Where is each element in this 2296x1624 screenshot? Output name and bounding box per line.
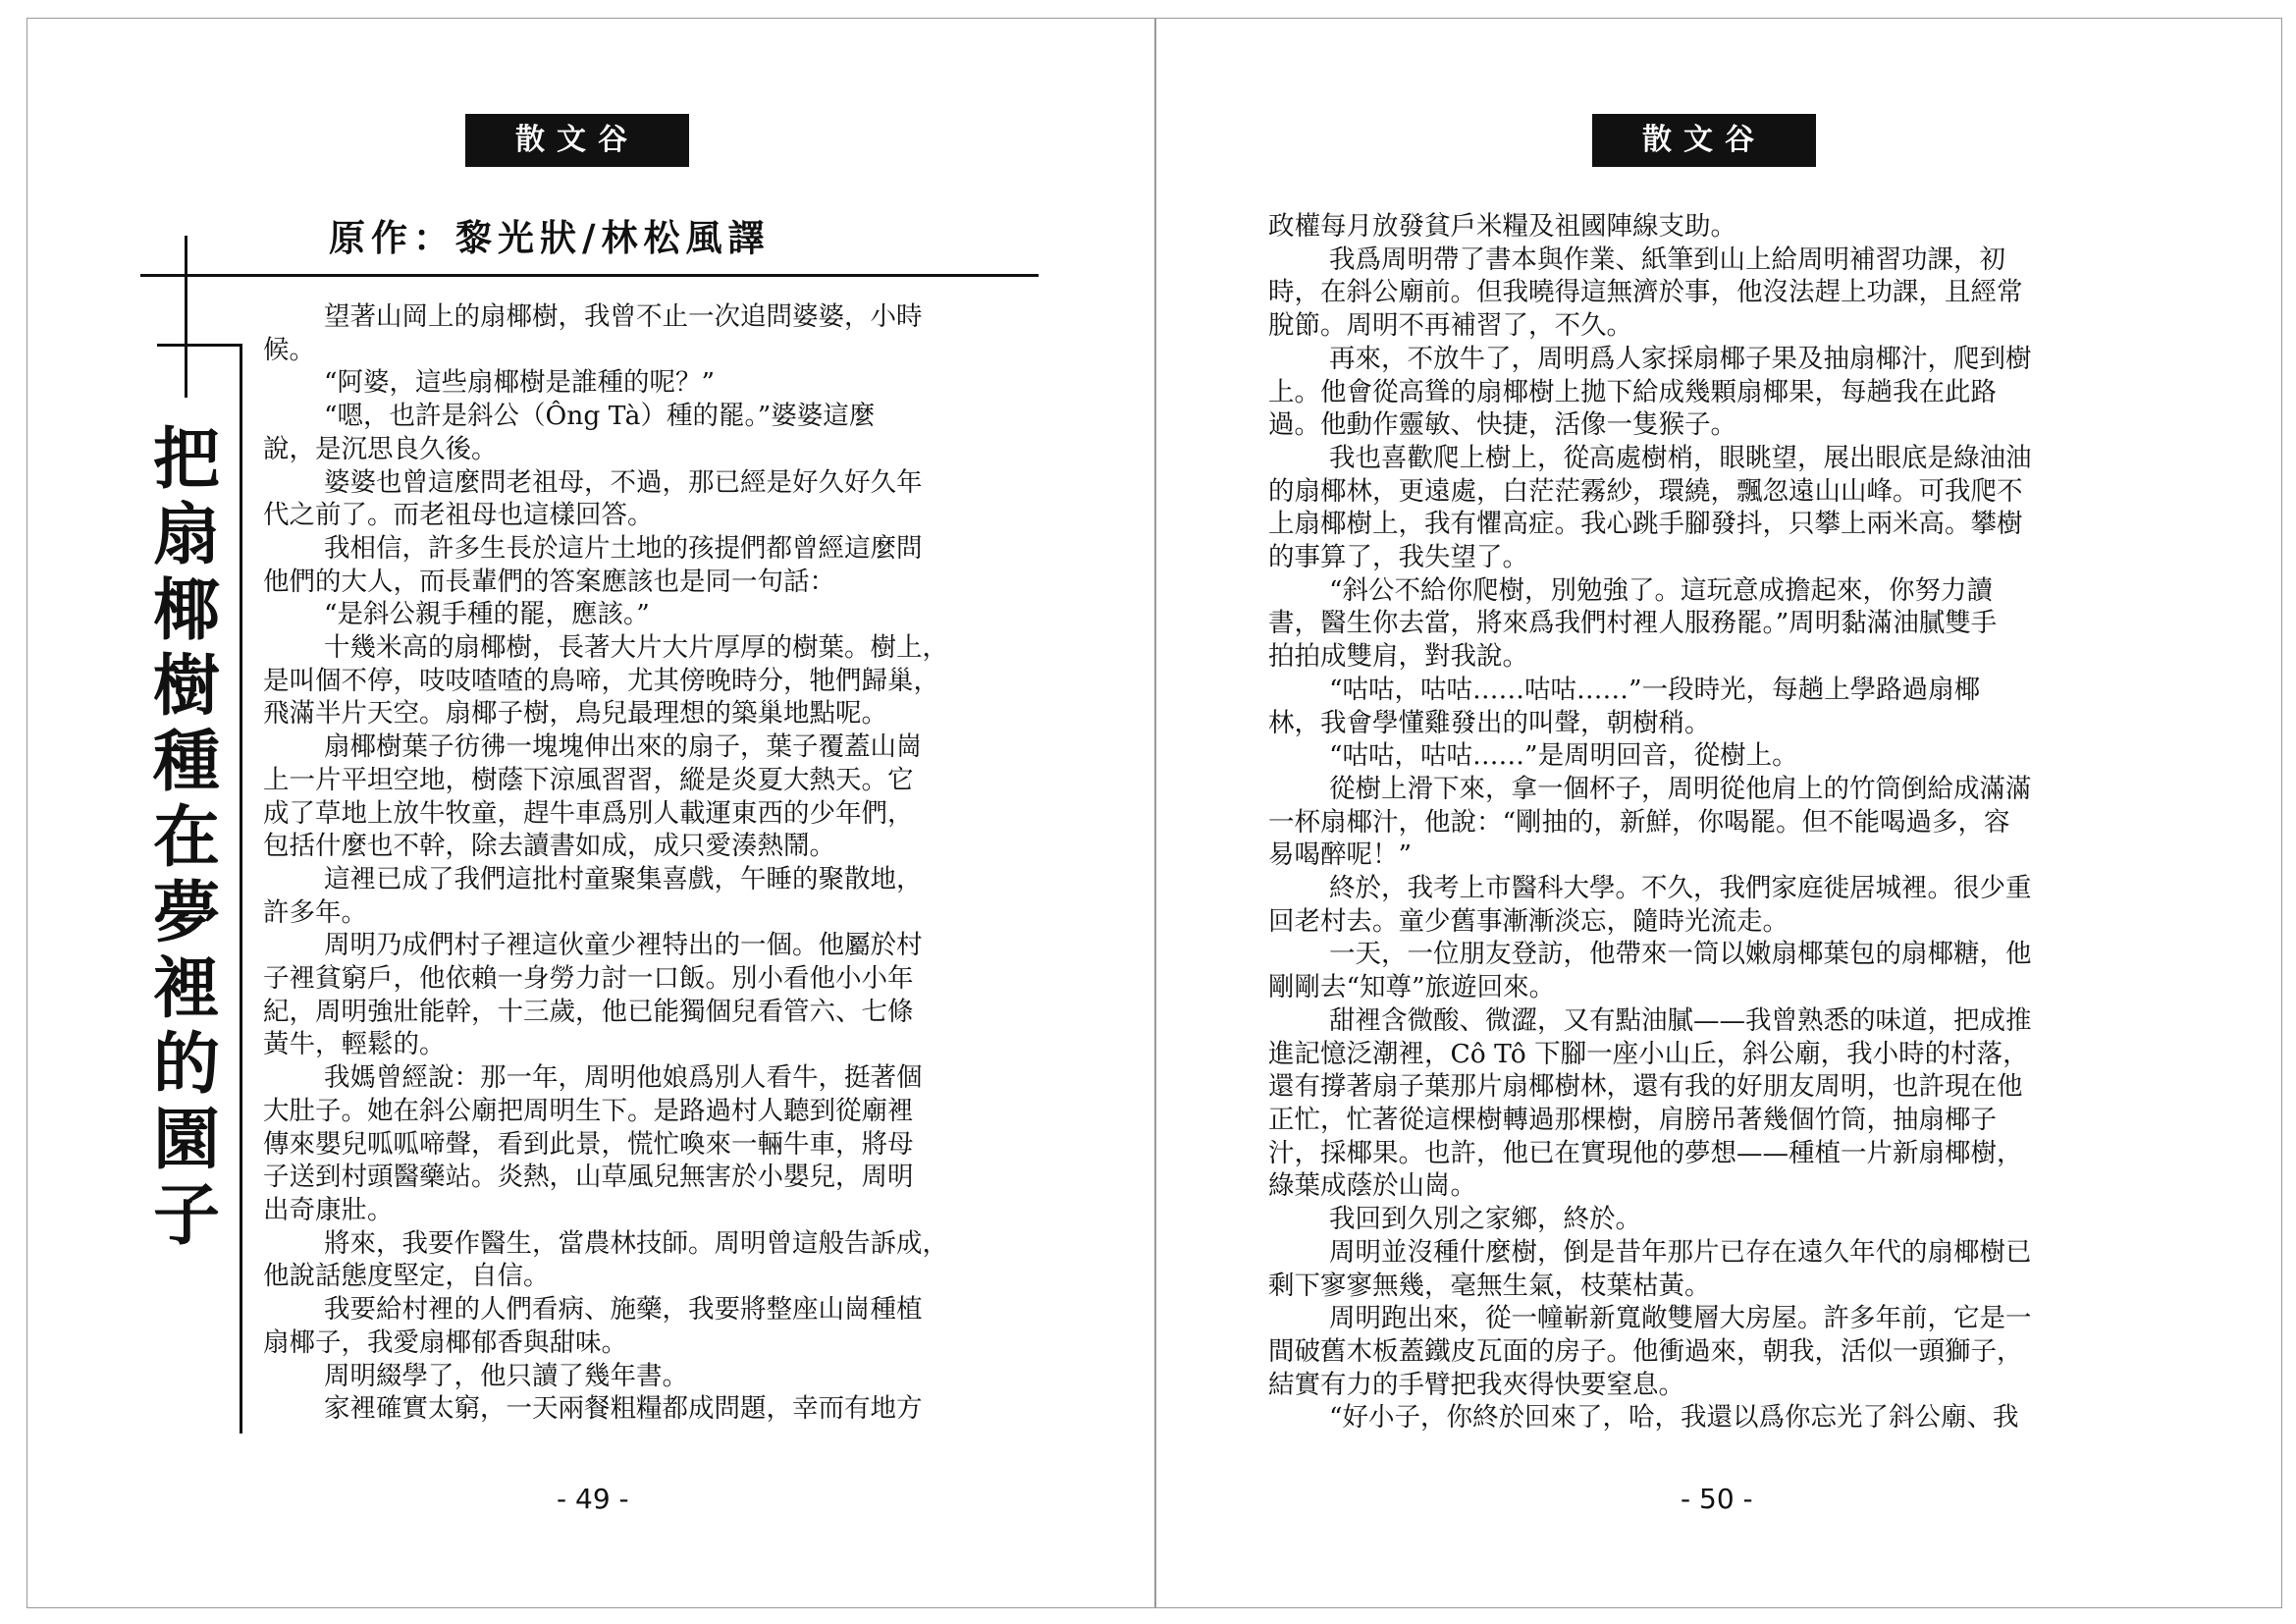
text-line: “好小子，你終於回來了，哈，我還以爲你忘光了斜公廟、我 [1329,1402,2019,1434]
text-line: 終於，我考上市醫科大學。不久，我們家庭徙居城裡。很少重 [1329,873,2032,904]
text-line: 上扇椰樹上，我有懼高症。我心跳手腳發抖，只攀上兩米高。攀樹 [1268,509,2023,540]
text-line: 上。他會從高聳的扇椰樹上拋下給成幾顆扇椰果，每趟我在此路 [1268,376,1997,407]
text-line: 他們的大人，而長輩們的答案應該也是同一句話： [263,566,835,597]
short-horizontal-rule [157,344,240,347]
horizontal-rule [140,274,1039,277]
vertical-rule [240,344,242,1434]
text-line: 過。他動作靈敏、快捷，活像一隻猴子。 [1268,409,1736,441]
text-line: 間破舊木板蓋鐵皮瓦面的房子。他衝過來，朝我，活似一頭獅子， [1268,1335,2023,1367]
text-line: 正忙，忙著從這棵樹轉過那棵樹，肩膀吊著幾個竹筒，抽扇椰子 [1268,1104,1997,1135]
text-line: 子送到村頭醫藥站。炎熱，山草風兒無害於小嬰兒，周明 [263,1162,914,1193]
text-line: 成了草地上放牛牧童，趕牛車爲別人載運東西的少年們， [263,797,914,829]
text-line: 一杯扇椰汁，他說：“剛抽的，新鮮，你喝罷。但不能喝過多，容 [1268,806,2010,838]
text-line: “阿婆，這些扇椰樹是誰種的呢？” [324,367,716,399]
text-line: 上一片平坦空地，樹蔭下涼風習習，縱是炎夏大熱天。它 [263,764,914,795]
text-line: 時，在斜公廟前。但我曉得這無濟於事，他沒法趕上功課，且經常 [1268,277,2023,308]
text-line: 這裡已成了我們這批村童聚集喜戲，午睡的聚散地， [324,863,923,894]
text-line: 一天，一位朋友登訪，他帶來一筒以嫩扇椰葉包的扇椰糖，他 [1329,939,2032,970]
text-line: 大肚子。她在斜公廟把周明生下。是路過村人聽到從廟裡 [263,1095,914,1126]
text-line: 政權每月放發貧戶米糧及祖國陣線支助。 [1268,211,1736,242]
section-header-badge: 散文谷 [1592,114,1816,167]
title-character: 種 [152,724,220,801]
text-line: 甜裡含微酸、微澀，又有點油膩——我曾熟悉的味道，把成推 [1329,1004,2032,1036]
text-line: 黃牛，輕鬆的。 [263,1029,446,1060]
text-line: 剛剛去“知尊”旅遊回來。 [1268,972,1556,1003]
vertical-article-title [137,422,236,1254]
title-character: 裡 [152,950,220,1028]
text-line: 我相信，許多生長於這片土地的孩提們都曾經這麼問 [324,532,923,564]
text-line: 望著山岡上的扇椰樹，我曾不止一次追問婆婆，小時 [324,301,923,332]
text-line: 回老村去。童少舊事漸漸淡忘，隨時光流走。 [1268,905,1789,937]
title-character: 在 [152,799,220,877]
text-line: 是叫個不停，吱吱喳喳的鳥啼，尤其傍晚時分，牠們歸巢， [263,665,939,696]
text-line: 拍拍成雙肩，對我說。 [1268,641,1528,673]
text-line: 我要給村裡的人們看病、施藥，我要將整座山崗種植 [324,1294,923,1326]
article-body-left [263,300,1039,1426]
text-line: “咕咕，咕咕……咕咕……”一段時光，每趟上學路過扇椰 [1329,674,1981,705]
text-line: 周明跑出來，從一幢嶄新寬敞雙層大房屋。許多年前，它是一 [1329,1303,2032,1334]
text-line: 婆婆也曾這麼問老祖母，不過，那已經是好久好久年 [324,466,923,498]
text-line: 林，我會學懂雞發出的叫聲，朝樹稍。 [1268,707,1711,738]
article-body-right [1268,210,2160,1435]
text-line: 的扇椰林，更遠處，白茫茫霧紗，環繞，飄忽遠山山峰。可我爬不 [1268,475,2023,507]
text-line: 進記憶泛潮裡，Cô Tô 下腳一座小山丘，斜公廟，我小時的村落， [1268,1038,2029,1069]
title-character: 夢 [152,875,220,952]
author-byline: 原作：黎光狀/林松風譯 [329,217,771,259]
text-line: “咕咕，咕咕……”是周明回音，從樹上。 [1329,740,1798,772]
title-character: 子 [152,1177,220,1255]
text-line: 脫節。周明不再補習了，不久。 [1268,310,1632,342]
title-character: 的 [152,1026,220,1104]
text-line: 我回到久別之家鄉，終於。 [1329,1204,1641,1235]
text-line: 結實有力的手臂把我夾得快要窒息。 [1268,1369,1684,1400]
text-line: 易喝醉呢！” [1268,839,1413,871]
text-line: “斜公不給你爬樹，別勉強了。這玩意成擔起來，你努力讀 [1329,574,1994,606]
text-line: 周明乃成們村子裡這伙童少裡特出的一個。他屬於村 [324,930,923,961]
page-number: - 49 - [557,1483,629,1515]
text-line: 子裡貧窮戶，他依賴一身勞力討一口飯。別小看他小小年 [263,963,914,995]
title-character: 椰 [152,572,220,650]
text-line: 書，醫生你去當，將來爲我們村裡人服務罷。”周明黏滿油膩雙手 [1268,608,1998,639]
text-line: 代之前了。而老祖母也這樣回答。 [263,500,654,531]
text-line: 周明並沒種什麼樹，倒是昔年那片已存在遠久年代的扇椰樹已 [1329,1236,2032,1268]
text-line: 紀，周明強壯能幹，十三歲，他已能獨個兒看管六、七條 [263,996,914,1027]
text-line: 扇椰子，我愛扇椰郁香與甜味。 [263,1326,627,1358]
text-line: 包括什麼也不幹，除去讀書如成，成只愛湊熱鬧。 [263,831,835,862]
title-character: 園 [152,1102,220,1179]
text-line: “是斜公親手種的罷，應該。” [324,599,650,630]
text-line: 出奇康壯。 [263,1194,394,1225]
text-line: 從樹上滑下來，拿一個杯子，周明從他肩上的竹筒倒給成滿滿 [1329,773,2032,804]
text-line: 還有撐著扇子葉那片扇椰樹林，還有我的好朋友周明，也許現在他 [1268,1071,2023,1103]
section-header-badge: 散文谷 [465,114,689,167]
text-line: 汁，採椰果。也許，他已在實現他的夢想——種植一片新扇椰樹， [1268,1137,2023,1168]
text-line: 將來，我要作醫生，當農林技師。周明曾這般告訴成， [324,1227,948,1259]
text-line: 扇椰樹葉子彷彿一塊塊伸出來的扇子，葉子覆蓋山崗 [324,731,923,763]
text-line: 剩下寥寥無幾，毫無生氣，枝葉枯黃。 [1268,1270,1711,1301]
text-line: 十幾米高的扇椰樹，長著大片大片厚厚的樹葉。樹上， [324,632,948,664]
title-character: 樹 [152,648,220,726]
text-line: 說，是沉思良久後。 [263,433,498,464]
text-line: 綠葉成蔭於山崗。 [1268,1170,1476,1202]
text-line: 家裡確實太窮，一天兩餐粗糧都成問題，幸而有地方 [324,1393,923,1425]
title-character: 扇 [152,497,220,574]
text-line: 周明綴學了，他只讀了幾年書。 [324,1360,688,1391]
page-number: - 50 - [1681,1483,1753,1515]
text-line: 我爲周明帶了書本與作業、紙筆到山上給周明補習功課，初 [1329,244,2005,275]
text-line: “嗯，也許是斜公（Ông Tà）種的罷。”婆婆這麼 [324,401,876,432]
vertical-rule [185,236,187,398]
text-line: 傳來嬰兒呱呱啼聲，看到此景，慌忙喚來一輛牛車，將母 [263,1128,914,1160]
text-line: 的事算了，我失望了。 [1268,542,1528,573]
text-line: 我媽曾經說：那一年，周明他娘爲別人看牛，挺著個 [324,1062,923,1094]
text-line: 再來，不放牛了，周明爲人家採扇椰子果及抽扇椰汁，爬到樹 [1329,343,2032,374]
text-line: 候。 [263,334,315,365]
text-line: 許多年。 [263,896,367,928]
text-line: 他說話態度堅定，自信。 [263,1261,550,1292]
text-line: 飛滿半片天空。扇椰子樹，鳥兒最理想的築巢地點呢。 [263,698,887,730]
text-line: 我也喜歡爬上樹上，從高處樹梢，眼眺望，展出眼底是綠油油 [1329,442,2032,473]
title-character: 把 [152,421,220,499]
